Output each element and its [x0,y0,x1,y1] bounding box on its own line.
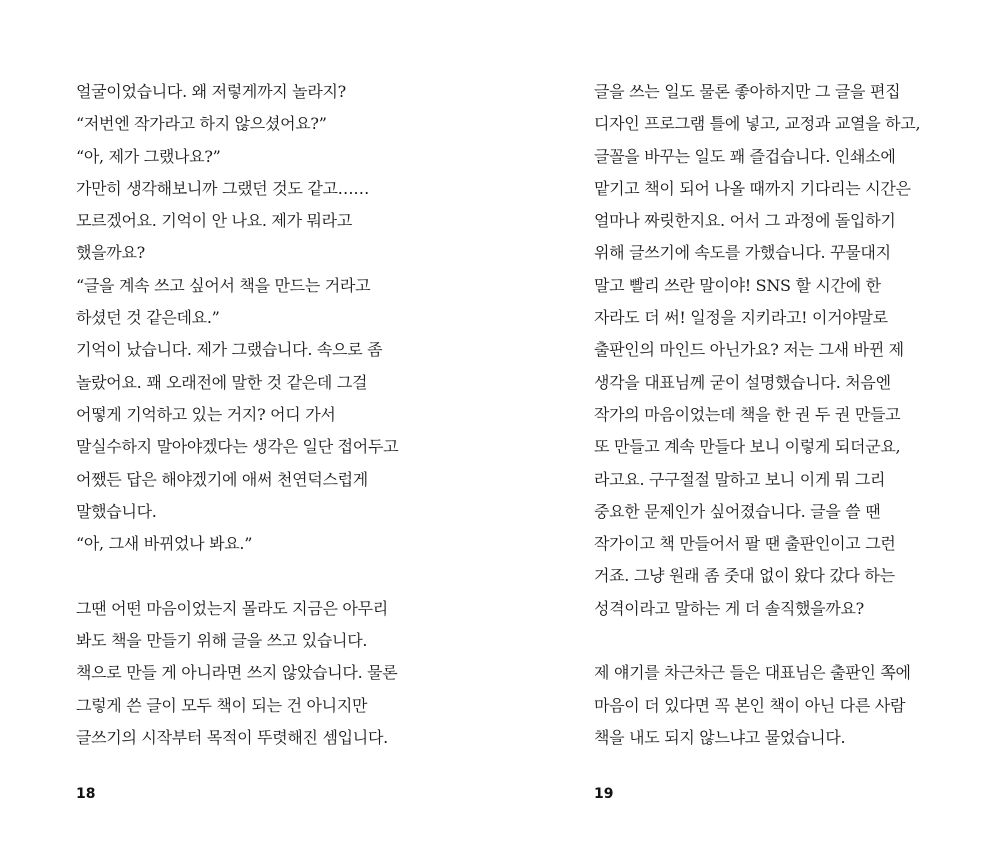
text-line: 어쨌든 답은 해야겠기에 애써 천연덕스럽게 [76,469,368,489]
text-line: 책을 내도 되지 않느냐고 물었습니다. [594,727,846,747]
text-line: 생각을 대표님께 굳이 설명했습니다. 처음엔 [594,372,891,392]
paragraph-break [594,625,1000,657]
text-line: 했을까요? [76,243,145,263]
text-line: 맡기고 책이 되어 나올 때까지 기다리는 시간은 [594,178,911,198]
text-line: 놀랐어요. 꽤 오래전에 말한 것 같은데 그걸 [76,372,368,392]
right-page-text [594,76,1000,754]
text-line: 제 얘기를 차근차근 들은 대표님은 출판인 쪽에 [594,663,911,683]
text-line: 거죠. 그냥 원래 좀 줏대 없이 왔다 갔다 하는 [594,566,895,586]
text-line: 출판인의 마인드 아닌가요? 저는 그새 바뀐 제 [594,340,904,360]
paragraph-break [76,560,506,592]
text-line: 글쓰기의 시작부터 목적이 뚜렷해진 셈입니다. [76,727,388,747]
text-line: 말실수하지 말아야겠다는 생각은 일단 접어두고 [76,437,399,457]
text-line: 작가의 마음이었는데 책을 한 권 두 권 만들고 [594,404,901,424]
text-line: 얼마나 짜릿한지요. 어서 그 과정에 돌입하기 [594,211,896,231]
text-line: 작가이고 책 만들어서 팔 땐 출판인이고 그런 [594,534,896,554]
text-line: 모르겠어요. 기억이 안 나요. 제가 뭐라고 [76,211,352,231]
text-line: 글을 쓰는 일도 물론 좋아하지만 그 글을 편집 [594,82,901,101]
text-line: 말고 빨리 쓰란 말이야! SNS 할 시간에 한 [594,275,881,295]
left-page [76,76,506,756]
text-line: 중요한 문제인가 싶어졌습니다. 글을 쓸 땐 [594,501,881,521]
text-line: “아, 그새 바뀌었나 봐요.” [76,534,253,554]
text-line: 봐도 책을 만들기 위해 글을 쓰고 있습니다. [76,631,368,651]
text-line: “저번엔 작가라고 하지 않으셨어요?” [76,114,327,134]
text-line: 책으로 만들 게 아니라면 쓰지 않았습니다. 물론 [76,663,398,683]
text-line: 가만히 생각해보니까 그랬던 것도 같고…… [76,178,370,198]
text-line: 마음이 더 있다면 꼭 본인 책이 아닌 다른 사람 [594,695,906,715]
text-line: 글꼴을 바꾸는 일도 꽤 즐겁습니다. 인쇄소에 [594,146,896,166]
text-line: 위해 글쓰기에 속도를 가했습니다. 꾸물대지 [594,243,891,263]
text-line: 디자인 프로그램 틀에 넣고, 교정과 교열을 하고, [594,114,921,134]
text-line: “글을 계속 쓰고 싶어서 책을 만드는 거라고 [76,275,371,295]
page-number-right: 19 [594,786,614,802]
right-page [594,76,1000,756]
text-line: 말했습니다. [76,501,157,521]
page-number-left: 18 [76,786,96,802]
text-line: 얼굴이었습니다. 왜 저렇게까지 놀라지? [76,82,346,101]
text-line: 하셨던 것 같은데요.” [76,308,220,328]
text-line: 성격이라고 말하는 게 더 솔직했을까요? [594,598,864,618]
text-line: 라고요. 구구절절 말하고 보니 이게 뭐 그리 [594,469,886,489]
text-line: 기억이 났습니다. 제가 그랬습니다. 속으로 좀 [76,340,383,360]
text-line: 어떻게 기억하고 있는 거지? 어디 가서 [76,404,336,424]
text-line: 그땐 어떤 마음이었는지 몰라도 지금은 아무리 [76,598,388,618]
text-line: “아, 제가 그랬나요?” [76,146,221,166]
text-line: 또 만들고 계속 만들다 보니 이렇게 되더군요, [594,437,901,457]
text-line: 그렇게 쓴 글이 모두 책이 되는 건 아니지만 [76,695,368,715]
left-page-text [76,76,506,754]
text-line: 자라도 더 써! 일정을 지키라고! 이거야말로 [594,308,888,328]
